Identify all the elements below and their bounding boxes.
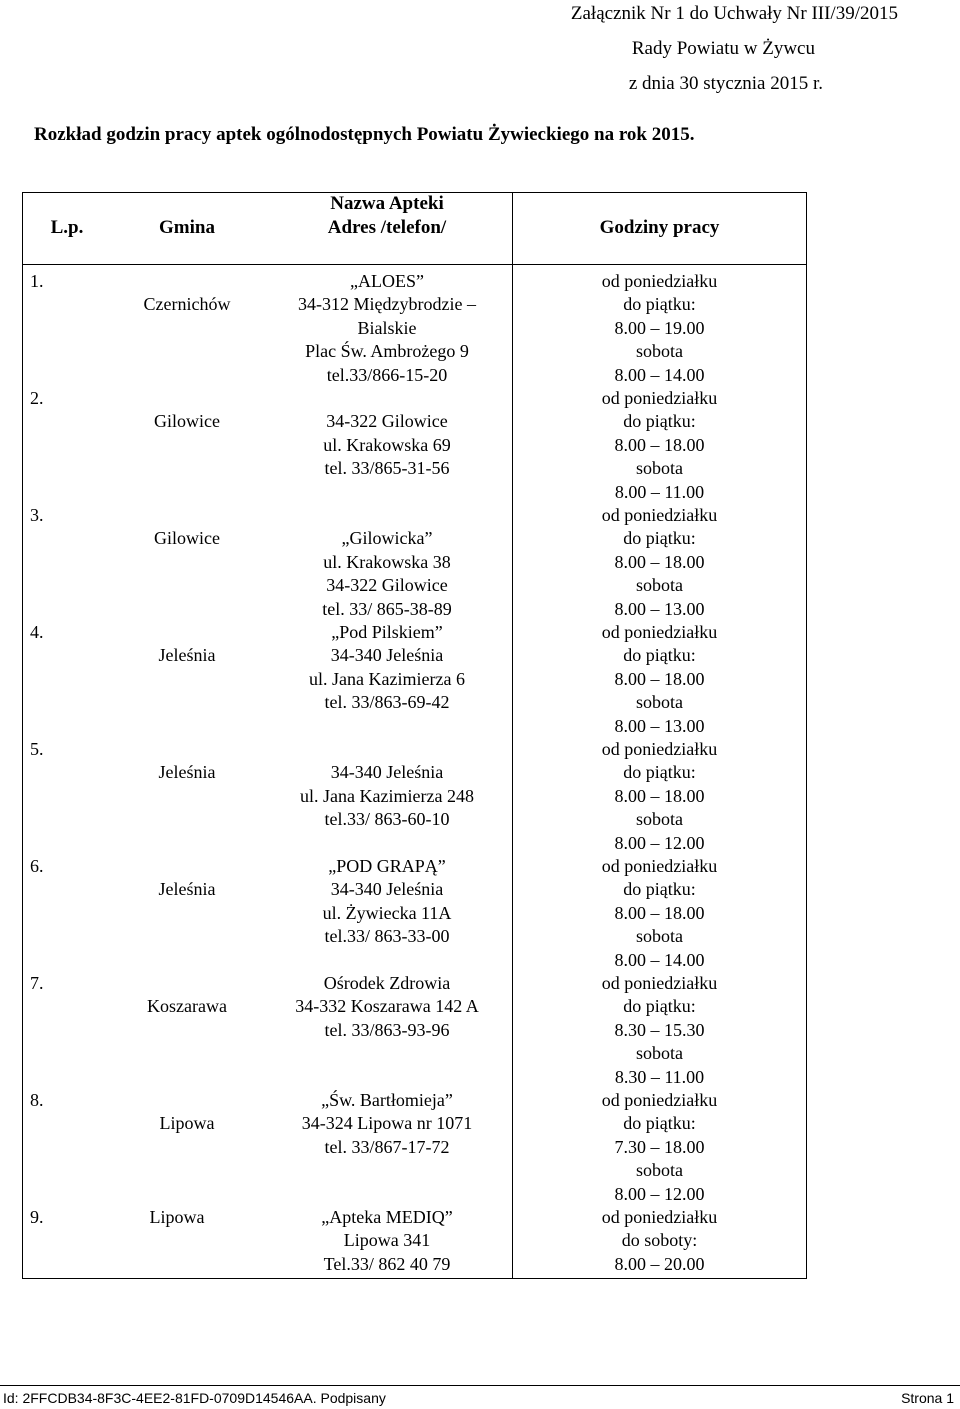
hours-line: 8.00 – 13.00 — [614, 598, 705, 619]
row-number: 2. — [30, 388, 44, 408]
header-lp: L.p. — [50, 217, 84, 238]
row-hours — [512, 972, 807, 1089]
hours-line: 8.00 – 20.00 — [614, 1253, 705, 1274]
address-line: ul. Krakowska 38 — [323, 551, 451, 572]
address-line: ul. Żywiecka 11A — [322, 902, 452, 923]
address-line: Ośrodek Zdrowia — [323, 973, 451, 993]
hours-line: 8.00 – 14.00 — [614, 364, 705, 385]
hours-line: 8.00 – 12.00 — [614, 832, 705, 853]
address-line: „POD GRAPĄ” — [328, 856, 446, 876]
row-number: 5. — [30, 739, 44, 759]
address-line: tel. 33/863-69-42 — [324, 692, 450, 713]
hours-line: od poniedziałku — [601, 1090, 718, 1110]
address-line: 34-322 Gilowice — [326, 575, 448, 596]
address-line: tel. 33/867-17-72 — [324, 1136, 450, 1157]
council-line: Rady Powiatu w Żywcu — [631, 38, 815, 59]
row-gmina: Koszarawa — [147, 996, 227, 1017]
address-line: „Św. Bartłomieja” — [321, 1090, 453, 1110]
address-line: 34-322 Gilowice — [326, 411, 448, 432]
row-hours — [512, 1089, 807, 1206]
hours-line: do piątku: — [623, 294, 696, 315]
row-address — [262, 1206, 512, 1276]
address-line: tel.33/ 863-60-10 — [324, 809, 450, 830]
row-address — [262, 972, 512, 1042]
row-gmina: Jeleśnia — [158, 762, 216, 783]
address-line: 34-332 Koszarawa 142 A — [295, 996, 479, 1017]
table-border-bottom — [22, 1278, 807, 1279]
address-line: 34-312 Międzybrodzie – — [298, 294, 476, 315]
hours-line: 8.00 – 18.00 — [614, 902, 705, 923]
row-number: 4. — [30, 622, 44, 642]
hours-line: od poniedziałku — [601, 388, 718, 408]
hours-line: sobota — [636, 692, 683, 713]
address-line: 34-340 Jeleśnia — [330, 879, 444, 900]
hours-line: od poniedziałku — [601, 739, 718, 759]
address-line: ul. Jana Kazimierza 6 — [309, 668, 465, 689]
row-hours — [512, 855, 807, 972]
hours-line: do piątku: — [623, 879, 696, 900]
row-hours — [512, 1206, 807, 1276]
header-separator — [22, 264, 807, 265]
row-number: 3. — [30, 505, 44, 525]
header-name-address: Nazwa Apteki Adres /telefon/ — [327, 193, 447, 238]
document-id: Id: 2FFCDB34-8F3C-4EE2-81FD-0709D14546AA. Podpisany — [3, 1390, 386, 1406]
address-line: „Pod Pilskiem” — [331, 622, 443, 642]
hours-line: 8.30 – 11.00 — [614, 1066, 705, 1087]
row-address — [262, 855, 512, 949]
row-address — [262, 527, 512, 621]
address-line: tel. 33/ 865-38-89 — [322, 598, 452, 619]
row-number: 9. — [30, 1207, 44, 1227]
hours-line: sobota — [636, 458, 683, 479]
address-line: 34-340 Jeleśnia — [330, 645, 444, 666]
hours-line: do piątku: — [623, 645, 696, 666]
date-line: z dnia 30 stycznia 2015 r. — [628, 73, 823, 94]
hours-line: do piątku: — [623, 528, 696, 549]
hours-line: 8.00 – 14.00 — [614, 949, 705, 970]
hours-line: 8.00 – 18.00 — [614, 434, 705, 455]
header-gmina: Gmina — [159, 217, 215, 238]
row-gmina: Czernichów — [143, 294, 231, 315]
hours-line: od poniedziałku — [601, 622, 718, 642]
hours-line: do piątku: — [623, 762, 696, 783]
address-line: Bialskie — [357, 317, 417, 338]
row-hours — [512, 738, 807, 855]
hours-line: do piątku: — [623, 1113, 696, 1134]
address-line: 34-324 Lipowa nr 1071 — [301, 1113, 473, 1134]
row-gmina: Lipowa — [149, 1207, 205, 1227]
row-address — [262, 410, 512, 480]
hours-line: 8.30 – 15.30 — [614, 1019, 705, 1040]
row-gmina: Lipowa — [159, 1113, 215, 1134]
hours-line: od poniedziałku — [601, 505, 718, 525]
hours-line: 8.00 – 12.00 — [614, 1183, 705, 1204]
hours-line: od poniedziałku — [601, 1207, 718, 1227]
hours-line: 8.00 – 18.00 — [614, 785, 705, 806]
hours-line: sobota — [636, 575, 683, 596]
header-hours: Godziny pracy — [599, 217, 720, 238]
hours-line: od poniedziałku — [601, 856, 718, 876]
row-number: 8. — [30, 1090, 44, 1110]
hours-line: od poniedziałku — [601, 973, 718, 993]
address-line: Plac Św. Ambrożego 9 — [305, 341, 469, 362]
address-line: Tel.33/ 862 40 79 — [323, 1253, 451, 1274]
row-address — [262, 270, 512, 387]
row-hours — [512, 621, 807, 738]
hours-line: 8.00 – 18.00 — [614, 668, 705, 689]
hours-line: 8.00 – 18.00 — [614, 551, 705, 572]
hours-line: sobota — [636, 809, 683, 830]
hours-line: 8.00 – 11.00 — [614, 481, 705, 502]
address-line: „Gilowicka” — [341, 528, 433, 549]
attachment-line: Załącznik Nr 1 do Uchwały Nr III/39/2015 — [570, 3, 898, 24]
row-hours — [512, 387, 807, 504]
row-hours — [512, 270, 807, 387]
pharmacy-table — [22, 192, 807, 1279]
hours-line: sobota — [636, 1043, 683, 1064]
hours-line: 8.00 – 13.00 — [614, 715, 705, 736]
row-address — [262, 761, 512, 831]
page-footer — [0, 1385, 960, 1409]
row-number: 7. — [30, 973, 44, 993]
address-line: tel. 33/865-31-56 — [324, 458, 450, 479]
address-line: tel.33/866-15-20 — [326, 364, 448, 385]
row-address — [262, 1089, 512, 1159]
row-number: 1. — [30, 271, 44, 291]
row-number: 6. — [30, 856, 44, 876]
hours-line: do piątku: — [623, 996, 696, 1017]
row-hours — [512, 504, 807, 621]
page-number: Strona 1 — [901, 1390, 954, 1406]
row-gmina: Jeleśnia — [158, 879, 216, 900]
row-gmina: Gilowice — [154, 528, 220, 549]
address-line: ul. Krakowska 69 — [323, 434, 451, 455]
row-address — [262, 621, 512, 715]
hours-line: sobota — [636, 341, 683, 362]
hours-line: sobota — [636, 1160, 683, 1181]
hours-line: 8.00 – 19.00 — [614, 317, 705, 338]
hours-line: sobota — [636, 926, 683, 947]
hours-line: do piątku: — [623, 411, 696, 432]
hours-line: 7.30 – 18.00 — [614, 1136, 705, 1157]
hours-line: od poniedziałku — [601, 271, 718, 291]
address-line: tel. 33/863-93-96 — [324, 1019, 450, 1040]
address-line: tel.33/ 863-33-00 — [324, 926, 450, 947]
table-border-left — [22, 192, 23, 1279]
row-gmina: Jeleśnia — [158, 645, 216, 666]
address-line: ul. Jana Kazimierza 248 — [300, 785, 474, 806]
address-line: Lipowa 341 — [343, 1230, 431, 1251]
address-line: 34-340 Jeleśnia — [330, 762, 444, 783]
document-title: Rozkład godzin pracy aptek ogólnodostępnych Powiatu Żywieckiego na rok 2015. — [34, 124, 695, 145]
hours-line: do soboty: — [621, 1230, 698, 1251]
address-line: „ALOES” — [350, 271, 424, 291]
address-line: „Apteka MEDIQ” — [321, 1207, 453, 1227]
row-gmina: Gilowice — [154, 411, 220, 432]
